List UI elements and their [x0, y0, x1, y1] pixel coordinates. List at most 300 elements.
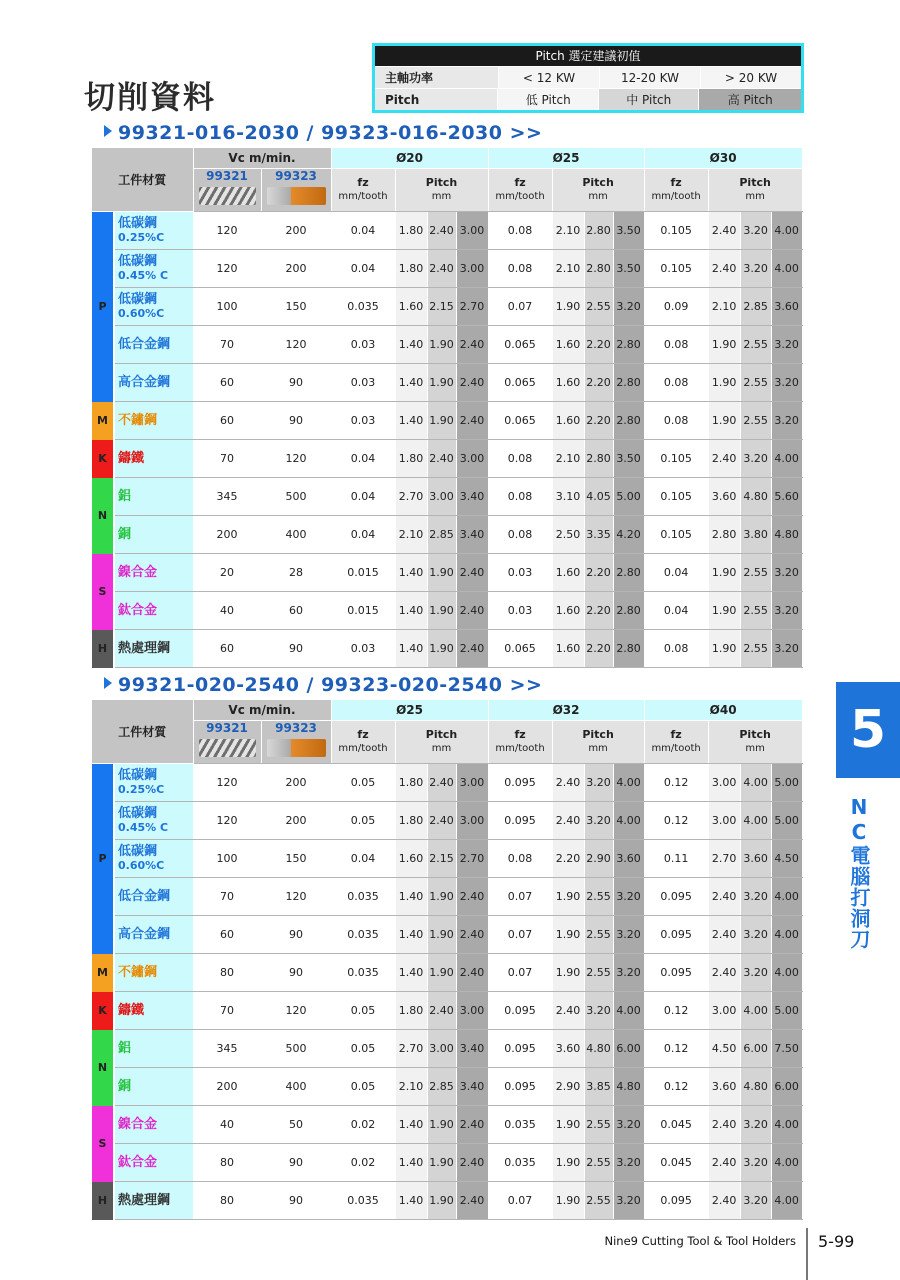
- material-spec: 0.45% C: [118, 820, 169, 834]
- pitch-low-value: 2.10: [552, 212, 584, 250]
- vc-value: 90: [261, 402, 331, 440]
- vc-value: 500: [261, 478, 331, 516]
- pitch-high-value: 3.00: [456, 764, 488, 802]
- pitch-high-value: 2.40: [456, 1144, 488, 1182]
- fz-value: 0.08: [488, 440, 552, 478]
- pitch-legend-title: Pitch 選定建議初值: [375, 46, 801, 66]
- fz-value: 0.04: [331, 250, 395, 288]
- pitch-low-value: 1.60: [395, 288, 427, 326]
- material-cell: [114, 1106, 193, 1144]
- pitch-legend-pitch-low: 低 Pitch: [498, 88, 599, 110]
- fz-value: 0.12: [644, 992, 708, 1030]
- fz-value: 0.12: [644, 764, 708, 802]
- table-row: [92, 516, 802, 554]
- pitch-high-value: 5.00: [613, 478, 644, 516]
- pitch-high-value: 3.60: [771, 288, 802, 326]
- material-cell: [114, 478, 193, 516]
- fz-value: 0.035: [331, 916, 395, 954]
- pitch-legend-pitch-label: Pitch: [375, 88, 498, 110]
- pitch-high-value: 3.20: [771, 592, 802, 630]
- table-header-row: [92, 700, 802, 721]
- pitch-high-value: 2.40: [456, 954, 488, 992]
- material-name: 熱處理鋼: [118, 640, 171, 656]
- fz-value: 0.04: [644, 592, 708, 630]
- fz-value: 0.04: [331, 840, 395, 878]
- material-name: 鑄鐵: [118, 450, 145, 466]
- cutting-data-table-1: [92, 148, 803, 668]
- vc-value: 150: [261, 840, 331, 878]
- pitch-high-value: 5.60: [771, 478, 802, 516]
- page-number: 5-99: [818, 1232, 855, 1251]
- pitch-low-value: 1.60: [552, 630, 584, 668]
- chapter-tab: 5: [836, 682, 900, 778]
- pitch-mid-value: 2.40: [427, 440, 456, 478]
- fz-unit: mm/tooth: [651, 743, 701, 754]
- material-group-badge: P: [92, 764, 114, 954]
- pitch-low-value: 2.20: [552, 840, 584, 878]
- pitch-low-value: 2.40: [708, 1106, 740, 1144]
- vc-value: 70: [193, 440, 261, 478]
- material-name: 低碳鋼: [118, 291, 158, 307]
- pitch-mid-value: 2.55: [584, 1106, 613, 1144]
- table-row: [92, 878, 802, 916]
- pitch-mid-value: 4.00: [740, 764, 771, 802]
- fz-value: 0.03: [488, 554, 552, 592]
- pitch-low-value: 1.80: [395, 764, 427, 802]
- pitch-low-value: 3.00: [708, 992, 740, 1030]
- pitch-mid-value: 2.55: [584, 878, 613, 916]
- pitch-header: [708, 721, 802, 764]
- pitch-low-value: 1.90: [552, 878, 584, 916]
- material-name: 鎳合金: [118, 1116, 158, 1132]
- diameter-header: Ø30: [644, 148, 802, 169]
- pitch-low-value: 2.40: [708, 250, 740, 288]
- vc-value: 90: [261, 364, 331, 402]
- material-group-badge: S: [92, 1106, 114, 1182]
- tool-code-b: [261, 169, 331, 212]
- pitch-high-value: 2.40: [456, 630, 488, 668]
- table-row: [92, 764, 802, 802]
- table-row: [92, 326, 802, 364]
- pitch-low-value: 2.40: [552, 802, 584, 840]
- pitch-unit: mm: [431, 191, 452, 202]
- material-cell: [114, 878, 193, 916]
- vc-value: 100: [193, 840, 261, 878]
- material-name: 高合金鋼: [118, 374, 171, 390]
- fz-value: 0.12: [644, 1068, 708, 1106]
- vc-header: Vc m/min.: [193, 148, 331, 169]
- fz-unit: mm/tooth: [495, 743, 545, 754]
- pitch-high-value: 3.00: [456, 802, 488, 840]
- vc-value: 200: [193, 1068, 261, 1106]
- pitch-mid-value: 2.40: [427, 212, 456, 250]
- pitch-low-value: 2.10: [552, 440, 584, 478]
- vc-value: 60: [193, 402, 261, 440]
- table-row: [92, 440, 802, 478]
- pitch-mid-value: 3.20: [740, 916, 771, 954]
- material-cell: [114, 402, 193, 440]
- pitch-high-value: 3.20: [613, 288, 644, 326]
- material-cell: [114, 630, 193, 668]
- material-name: 鋁: [118, 488, 132, 504]
- pitch-mid-value: 2.85: [740, 288, 771, 326]
- table-row: [92, 592, 802, 630]
- material-header: 工件材質: [92, 148, 193, 212]
- diameter-header: Ø40: [644, 700, 802, 721]
- pitch-low-value: 1.80: [395, 250, 427, 288]
- pitch-low-value: 2.70: [395, 478, 427, 516]
- pitch-mid-value: 3.00: [427, 1030, 456, 1068]
- table-row: [92, 1068, 802, 1106]
- material-name: 鎳合金: [118, 564, 158, 580]
- pitch-high-value: 4.00: [771, 1144, 802, 1182]
- pitch-mid-value: 2.55: [584, 1182, 613, 1220]
- pitch-low-value: 1.40: [395, 554, 427, 592]
- vc-value: 200: [193, 516, 261, 554]
- material-spec: 0.60%C: [118, 306, 165, 320]
- fz-unit: mm/tooth: [338, 191, 388, 202]
- pitch-mid-value: 4.05: [584, 478, 613, 516]
- fz-value: 0.105: [644, 440, 708, 478]
- pitch-high-value: 3.20: [771, 326, 802, 364]
- pitch-low-value: 1.90: [708, 592, 740, 630]
- pitch-mid-value: 3.20: [740, 440, 771, 478]
- table-row: [92, 250, 802, 288]
- cutting-data-table-2: [92, 700, 803, 1220]
- pitch-low-value: 1.60: [395, 840, 427, 878]
- pitch-high-value: 2.80: [613, 402, 644, 440]
- section-heading-2: [104, 674, 542, 696]
- material-group-badge: N: [92, 478, 114, 554]
- fz-label: fz: [357, 176, 369, 189]
- pitch-mid-value: 3.20: [740, 1144, 771, 1182]
- diameter-header: Ø32: [488, 700, 644, 721]
- fz-value: 0.07: [488, 954, 552, 992]
- pitch-high-value: 2.80: [613, 630, 644, 668]
- material-name: 熱處理鋼: [118, 1192, 171, 1208]
- pitch-high-value: 3.20: [771, 554, 802, 592]
- pitch-label: Pitch: [739, 728, 771, 741]
- pitch-low-value: 1.90: [708, 554, 740, 592]
- table-row: [92, 1030, 802, 1068]
- pitch-high-value: 4.80: [613, 1068, 644, 1106]
- fz-value: 0.105: [644, 516, 708, 554]
- pitch-high-value: 3.40: [456, 1030, 488, 1068]
- pitch-low-value: 1.40: [395, 916, 427, 954]
- pitch-header: [395, 169, 488, 212]
- table-row: [92, 954, 802, 992]
- pitch-high-value: 3.00: [456, 992, 488, 1030]
- pitch-high-value: 5.00: [771, 992, 802, 1030]
- pitch-mid-value: 1.90: [427, 1106, 456, 1144]
- pitch-high-value: 2.80: [613, 554, 644, 592]
- material-header: 工件材質: [92, 700, 193, 764]
- pitch-low-value: 1.90: [552, 1182, 584, 1220]
- pitch-unit: mm: [588, 743, 608, 754]
- pitch-low-value: 1.90: [552, 1106, 584, 1144]
- fz-label: fz: [357, 728, 369, 741]
- pitch-mid-value: 2.55: [740, 630, 771, 668]
- pitch-high-value: 2.40: [456, 554, 488, 592]
- table-row: [92, 840, 802, 878]
- pitch-high-value: 4.00: [771, 954, 802, 992]
- pitch-legend-power-low: < 12 KW: [499, 66, 600, 88]
- tool-code-label: 99321: [206, 169, 248, 183]
- pitch-mid-value: 1.90: [427, 592, 456, 630]
- material-cell: [114, 764, 193, 802]
- material-group-badge: K: [92, 992, 114, 1030]
- pitch-low-value: 1.90: [708, 364, 740, 402]
- pitch-low-value: 2.10: [708, 288, 740, 326]
- fz-value: 0.09: [644, 288, 708, 326]
- fz-value: 0.08: [644, 326, 708, 364]
- material-name: 低碳鋼: [118, 253, 158, 269]
- pitch-high-value: 2.40: [456, 402, 488, 440]
- pitch-low-value: 3.60: [708, 478, 740, 516]
- material-group-badge: N: [92, 1030, 114, 1106]
- material-name: 鈦合金: [118, 1154, 158, 1170]
- material-cell: [114, 840, 193, 878]
- fz-value: 0.105: [644, 478, 708, 516]
- vc-value: 120: [193, 802, 261, 840]
- pitch-low-value: 1.80: [395, 992, 427, 1030]
- fz-value: 0.12: [644, 802, 708, 840]
- fz-value: 0.095: [488, 992, 552, 1030]
- arrow-right-icon: [104, 125, 112, 137]
- material-name: 不鏽鋼: [118, 412, 158, 428]
- pitch-low-value: 2.40: [708, 916, 740, 954]
- pitch-high-value: 2.40: [456, 1106, 488, 1144]
- fz-header: [331, 721, 395, 764]
- pitch-mid-value: 2.55: [740, 364, 771, 402]
- pitch-mid-value: 1.90: [427, 1182, 456, 1220]
- pitch-low-value: 1.40: [395, 364, 427, 402]
- pitch-high-value: 7.50: [771, 1030, 802, 1068]
- pitch-legend: [372, 43, 804, 113]
- pitch-high-value: 2.80: [613, 326, 644, 364]
- pitch-low-value: 2.70: [708, 840, 740, 878]
- material-name: 鋁: [118, 1040, 132, 1056]
- fz-value: 0.095: [644, 916, 708, 954]
- pitch-mid-value: 2.55: [584, 1144, 613, 1182]
- pitch-low-value: 2.40: [708, 440, 740, 478]
- fz-value: 0.095: [488, 1030, 552, 1068]
- vc-value: 120: [193, 212, 261, 250]
- pitch-mid-value: 4.80: [740, 478, 771, 516]
- vc-value: 120: [261, 992, 331, 1030]
- material-name: 不鏽鋼: [118, 964, 158, 980]
- fz-value: 0.065: [488, 364, 552, 402]
- fz-value: 0.045: [644, 1106, 708, 1144]
- tool-code-label: 99321: [206, 721, 248, 735]
- fz-value: 0.05: [331, 992, 395, 1030]
- end-mill-icon: [199, 187, 256, 205]
- fz-value: 0.015: [331, 592, 395, 630]
- pitch-mid-value: 1.90: [427, 364, 456, 402]
- fz-value: 0.035: [331, 1182, 395, 1220]
- fz-value: 0.03: [331, 364, 395, 402]
- pitch-high-value: 2.80: [613, 592, 644, 630]
- vc-value: 120: [261, 440, 331, 478]
- material-group-badge: S: [92, 554, 114, 630]
- pitch-low-value: 3.60: [708, 1068, 740, 1106]
- material-cell: [114, 992, 193, 1030]
- table-header-row: [92, 148, 802, 169]
- vc-value: 400: [261, 1068, 331, 1106]
- fz-unit: mm/tooth: [651, 191, 701, 202]
- material-spec: 0.25%C: [118, 230, 165, 244]
- pitch-header: [395, 721, 488, 764]
- pitch-high-value: 3.20: [613, 1144, 644, 1182]
- fz-header: [331, 169, 395, 212]
- pitch-low-value: 1.60: [552, 326, 584, 364]
- vc-value: 345: [193, 478, 261, 516]
- fz-value: 0.095: [644, 878, 708, 916]
- pitch-high-value: 3.20: [771, 364, 802, 402]
- vc-value: 60: [261, 592, 331, 630]
- vc-value: 90: [261, 916, 331, 954]
- pitch-label: Pitch: [582, 728, 614, 741]
- pitch-low-value: 2.40: [708, 954, 740, 992]
- fz-value: 0.05: [331, 764, 395, 802]
- pitch-high-value: 3.40: [456, 516, 488, 554]
- pitch-high-value: 3.40: [456, 1068, 488, 1106]
- end-mill-icon: [267, 187, 326, 205]
- table-row: [92, 478, 802, 516]
- material-name: 銅: [118, 526, 132, 542]
- fz-value: 0.07: [488, 1182, 552, 1220]
- material-cell: [114, 1182, 193, 1220]
- pitch-low-value: 2.70: [395, 1030, 427, 1068]
- pitch-mid-value: 3.20: [740, 1106, 771, 1144]
- pitch-mid-value: 2.40: [427, 764, 456, 802]
- pitch-high-value: 2.80: [613, 364, 644, 402]
- pitch-mid-value: 2.20: [584, 364, 613, 402]
- table-row: [92, 212, 802, 250]
- material-group-badge: P: [92, 212, 114, 402]
- fz-header: [644, 721, 708, 764]
- vc-value: 200: [261, 212, 331, 250]
- material-name: 高合金鋼: [118, 926, 171, 942]
- fz-value: 0.08: [644, 364, 708, 402]
- pitch-low-value: 2.10: [395, 516, 427, 554]
- pitch-mid-value: 1.90: [427, 954, 456, 992]
- fz-value: 0.07: [488, 878, 552, 916]
- pitch-mid-value: 3.85: [584, 1068, 613, 1106]
- fz-value: 0.05: [331, 802, 395, 840]
- pitch-low-value: 2.50: [552, 516, 584, 554]
- pitch-mid-value: 3.60: [740, 840, 771, 878]
- pitch-high-value: 2.40: [456, 326, 488, 364]
- fz-value: 0.05: [331, 1068, 395, 1106]
- pitch-legend-power-high: > 20 KW: [701, 66, 801, 88]
- pitch-mid-value: 4.00: [740, 802, 771, 840]
- vc-value: 80: [193, 1144, 261, 1182]
- pitch-low-value: 1.40: [395, 1144, 427, 1182]
- pitch-low-value: 2.80: [708, 516, 740, 554]
- material-name: 低碳鋼: [118, 767, 158, 783]
- pitch-mid-value: 2.40: [427, 802, 456, 840]
- pitch-high-value: 4.00: [613, 992, 644, 1030]
- pitch-mid-value: 2.55: [584, 916, 613, 954]
- table-row: [92, 992, 802, 1030]
- pitch-low-value: 1.80: [395, 212, 427, 250]
- pitch-high-value: 3.20: [613, 1106, 644, 1144]
- table-subheader-row: [92, 721, 802, 764]
- pitch-mid-value: 2.55: [740, 402, 771, 440]
- pitch-high-value: 3.20: [771, 630, 802, 668]
- material-cell: [114, 516, 193, 554]
- fz-value: 0.08: [488, 516, 552, 554]
- pitch-high-value: 3.00: [456, 440, 488, 478]
- vc-value: 60: [193, 364, 261, 402]
- fz-label: fz: [670, 728, 682, 741]
- pitch-legend-power-row: [375, 66, 801, 88]
- pitch-low-value: 2.40: [552, 764, 584, 802]
- pitch-low-value: 1.90: [708, 630, 740, 668]
- tool-code-a: [193, 721, 261, 764]
- diameter-header: Ø20: [331, 148, 488, 169]
- pitch-high-value: 3.50: [613, 440, 644, 478]
- pitch-high-value: 4.00: [613, 802, 644, 840]
- pitch-mid-value: 3.80: [740, 516, 771, 554]
- fz-value: 0.035: [331, 878, 395, 916]
- fz-value: 0.065: [488, 630, 552, 668]
- pitch-high-value: 3.20: [613, 954, 644, 992]
- pitch-mid-value: 3.20: [740, 250, 771, 288]
- pitch-low-value: 2.10: [395, 1068, 427, 1106]
- fz-unit: mm/tooth: [338, 743, 388, 754]
- pitch-low-value: 1.90: [552, 288, 584, 326]
- vc-value: 120: [193, 250, 261, 288]
- pitch-high-value: 4.00: [771, 878, 802, 916]
- pitch-mid-value: 1.90: [427, 630, 456, 668]
- material-spec: 0.45% C: [118, 268, 169, 282]
- fz-value: 0.03: [488, 592, 552, 630]
- pitch-high-value: 4.50: [771, 840, 802, 878]
- material-cell: [114, 1144, 193, 1182]
- material-name: 低合金鋼: [118, 888, 171, 904]
- vc-value: 70: [193, 326, 261, 364]
- material-cell: [114, 592, 193, 630]
- vc-value: 80: [193, 954, 261, 992]
- pitch-mid-value: 1.90: [427, 878, 456, 916]
- pitch-legend-power-mid: 12-20 KW: [600, 66, 701, 88]
- pitch-high-value: 3.20: [613, 878, 644, 916]
- pitch-mid-value: 2.20: [584, 592, 613, 630]
- vc-value: 120: [193, 764, 261, 802]
- table-row: [92, 1106, 802, 1144]
- fz-value: 0.095: [488, 1068, 552, 1106]
- pitch-label: Pitch: [739, 176, 771, 189]
- pitch-mid-value: 1.90: [427, 1144, 456, 1182]
- vc-value: 60: [193, 916, 261, 954]
- fz-value: 0.04: [331, 516, 395, 554]
- pitch-mid-value: 3.35: [584, 516, 613, 554]
- material-name: 銅: [118, 1078, 132, 1094]
- fz-value: 0.095: [644, 954, 708, 992]
- pitch-mid-value: 2.80: [584, 440, 613, 478]
- material-cell: [114, 1030, 193, 1068]
- pitch-low-value: 1.40: [395, 326, 427, 364]
- footer-brand: Nine9 Cutting Tool & Tool Holders: [604, 1234, 796, 1248]
- vc-value: 40: [193, 1106, 261, 1144]
- material-group-badge: M: [92, 954, 114, 992]
- tool-code-label: 99323: [275, 721, 317, 735]
- pitch-low-value: 1.40: [395, 592, 427, 630]
- pitch-unit: mm: [745, 743, 765, 754]
- vc-value: 100: [193, 288, 261, 326]
